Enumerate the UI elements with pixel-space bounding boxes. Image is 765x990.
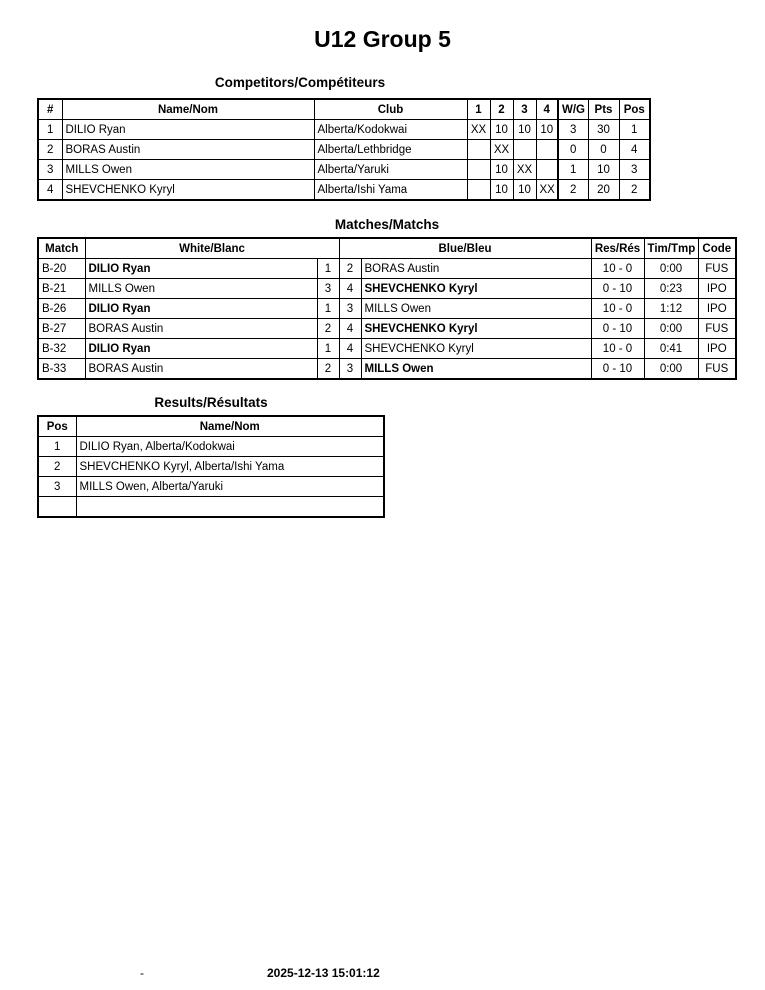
col-code: Code (698, 238, 736, 259)
result-position: 1 (38, 437, 76, 457)
score-vs-2: 10 (490, 160, 513, 180)
score-vs-1 (467, 160, 490, 180)
score-vs-1: XX (467, 120, 490, 140)
col-time: Tim/Tmp (644, 238, 698, 259)
score-vs-2: XX (490, 140, 513, 160)
match-id: B-21 (38, 279, 85, 299)
competitors-table (37, 98, 651, 201)
position: 1 (619, 120, 650, 140)
match-row (38, 339, 736, 359)
score-vs-3: XX (513, 160, 536, 180)
blue-competitor: SHEVCHENKO Kyryl (361, 279, 591, 299)
col-num: # (38, 99, 62, 120)
score-vs-2: 10 (490, 120, 513, 140)
competitor-row (38, 180, 650, 201)
score-vs-2: 10 (490, 180, 513, 201)
col-res: Res/Rés (591, 238, 644, 259)
blue-number: 4 (339, 339, 361, 359)
col-wg: W/G (558, 99, 588, 120)
competitors-header-row (38, 99, 650, 120)
result-name: MILLS Owen, Alberta/Yaruki (76, 477, 384, 497)
col-result-name: Name/Nom (76, 416, 384, 437)
match-code: FUS (698, 259, 736, 279)
competitor-club: Alberta/Yaruki (314, 160, 467, 180)
result-row (38, 477, 384, 497)
white-competitor: BORAS Austin (85, 359, 317, 380)
blue-number: 3 (339, 359, 361, 380)
white-number: 1 (317, 339, 339, 359)
white-competitor: DILIO Ryan (85, 259, 317, 279)
competitor-club: Alberta/Ishi Yama (314, 180, 467, 201)
white-number: 1 (317, 259, 339, 279)
blue-competitor: MILLS Owen (361, 359, 591, 380)
white-competitor: DILIO Ryan (85, 339, 317, 359)
result-row (38, 457, 384, 477)
results-heading: Results/Résultats (154, 395, 268, 410)
points: 30 (588, 120, 619, 140)
footer-timestamp: 2025-12-13 15:01:12 (267, 966, 380, 980)
match-time: 0:41 (644, 339, 698, 359)
blue-number: 2 (339, 259, 361, 279)
match-row (38, 319, 736, 339)
wins-count: 0 (558, 140, 588, 160)
result-name: DILIO Ryan, Alberta/Kodokwai (76, 437, 384, 457)
match-code: IPO (698, 279, 736, 299)
col-blue: Blue/Bleu (339, 238, 591, 259)
result-row (38, 497, 384, 518)
competitor-number: 3 (38, 160, 62, 180)
match-result: 10 - 0 (591, 259, 644, 279)
competitor-number: 1 (38, 120, 62, 140)
white-number: 2 (317, 319, 339, 339)
score-vs-4: 10 (536, 120, 558, 140)
results-table (37, 415, 385, 518)
position: 3 (619, 160, 650, 180)
blue-number: 4 (339, 279, 361, 299)
col-club: Club (314, 99, 467, 120)
result-position (38, 497, 76, 518)
blue-competitor: SHEVCHENKO Kyryl (361, 319, 591, 339)
match-id: B-32 (38, 339, 85, 359)
match-time: 1:12 (644, 299, 698, 319)
match-result: 0 - 10 (591, 359, 644, 380)
score-vs-4 (536, 140, 558, 160)
position: 4 (619, 140, 650, 160)
competitors-heading: Competitors/Compétiteurs (214, 75, 386, 90)
col-2: 2 (490, 99, 513, 120)
score-vs-1 (467, 140, 490, 160)
match-row (38, 259, 736, 279)
wins-count: 2 (558, 180, 588, 201)
match-id: B-27 (38, 319, 85, 339)
wins-count: 3 (558, 120, 588, 140)
competitor-row (38, 120, 650, 140)
blue-number: 3 (339, 299, 361, 319)
col-pts: Pts (588, 99, 619, 120)
score-vs-4: XX (536, 180, 558, 201)
col-1: 1 (467, 99, 490, 120)
match-time: 0:00 (644, 359, 698, 380)
match-id: B-20 (38, 259, 85, 279)
page-title: U12 Group 5 (314, 26, 451, 52)
col-4: 4 (536, 99, 558, 120)
white-number: 3 (317, 279, 339, 299)
blue-number: 4 (339, 319, 361, 339)
white-number: 2 (317, 359, 339, 380)
matches-table (37, 237, 737, 380)
score-vs-3: 10 (513, 120, 536, 140)
col-match: Match (38, 238, 85, 259)
match-time: 0:00 (644, 319, 698, 339)
points: 10 (588, 160, 619, 180)
competitor-row (38, 160, 650, 180)
match-time: 0:00 (644, 259, 698, 279)
competitor-number: 2 (38, 140, 62, 160)
points: 0 (588, 140, 619, 160)
match-code: IPO (698, 299, 736, 319)
result-name: SHEVCHENKO Kyryl, Alberta/Ishi Yama (76, 457, 384, 477)
result-position: 2 (38, 457, 76, 477)
score-vs-3 (513, 140, 536, 160)
points: 20 (588, 180, 619, 201)
score-vs-3: 10 (513, 180, 536, 201)
competitor-name: DILIO Ryan (62, 120, 314, 140)
match-code: FUS (698, 359, 736, 380)
match-code: FUS (698, 319, 736, 339)
col-result-pos: Pos (38, 416, 76, 437)
match-id: B-26 (38, 299, 85, 319)
results-header-row (38, 416, 384, 437)
match-id: B-33 (38, 359, 85, 380)
blue-competitor: MILLS Owen (361, 299, 591, 319)
competitor-name: MILLS Owen (62, 160, 314, 180)
blue-competitor: SHEVCHENKO Kyryl (361, 339, 591, 359)
match-row (38, 279, 736, 299)
matches-heading: Matches/Matchs (334, 217, 440, 232)
result-position: 3 (38, 477, 76, 497)
match-result: 0 - 10 (591, 319, 644, 339)
match-result: 0 - 10 (591, 279, 644, 299)
result-row (38, 437, 384, 457)
white-competitor: DILIO Ryan (85, 299, 317, 319)
competitor-name: BORAS Austin (62, 140, 314, 160)
score-vs-4 (536, 160, 558, 180)
match-time: 0:23 (644, 279, 698, 299)
competitor-club: Alberta/Kodokwai (314, 120, 467, 140)
white-competitor: MILLS Owen (85, 279, 317, 299)
score-vs-1 (467, 180, 490, 201)
col-pos: Pos (619, 99, 650, 120)
white-competitor: BORAS Austin (85, 319, 317, 339)
white-number: 1 (317, 299, 339, 319)
col-white: White/Blanc (85, 238, 339, 259)
match-row (38, 299, 736, 319)
competitor-name: SHEVCHENKO Kyryl (62, 180, 314, 201)
match-code: IPO (698, 339, 736, 359)
competitor-row (38, 140, 650, 160)
col-name: Name/Nom (62, 99, 314, 120)
match-result: 10 - 0 (591, 339, 644, 359)
wins-count: 1 (558, 160, 588, 180)
col-3: 3 (513, 99, 536, 120)
position: 2 (619, 180, 650, 201)
blue-competitor: BORAS Austin (361, 259, 591, 279)
matches-header-row (38, 238, 736, 259)
match-result: 10 - 0 (591, 299, 644, 319)
competitor-number: 4 (38, 180, 62, 201)
result-name (76, 497, 384, 518)
footer-dash: - (140, 966, 144, 980)
competitor-club: Alberta/Lethbridge (314, 140, 467, 160)
match-row (38, 359, 736, 380)
